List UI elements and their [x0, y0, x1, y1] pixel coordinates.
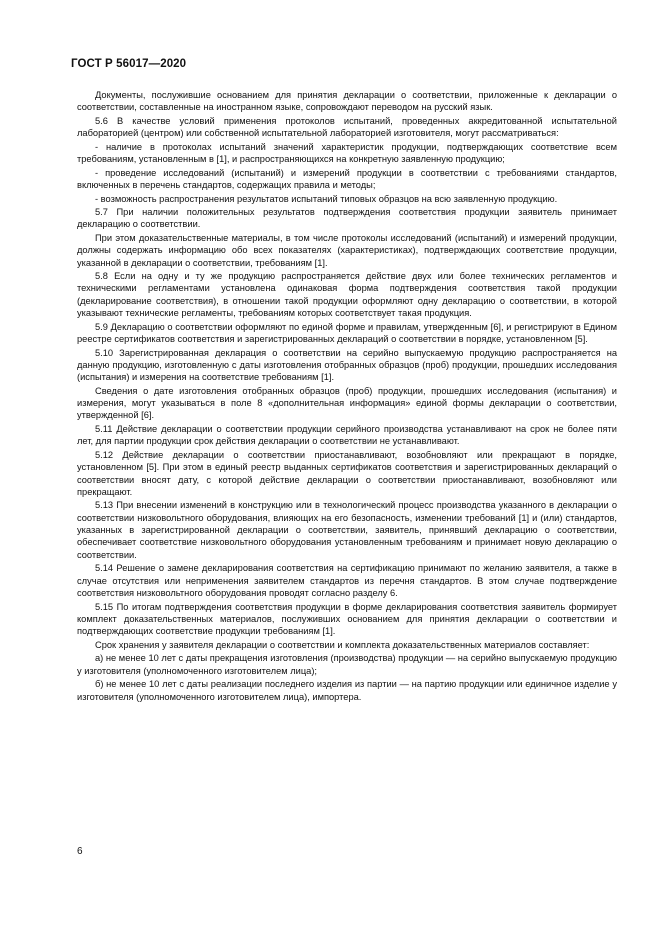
paragraph-translation-docs: Документы, послужившие основанием для принятия декларации о соответствии, приложенные к декларации о соответствии, составленные на иностранном языке, сопровождают переводом на русский язык. — [77, 90, 617, 113]
paragraph-5-14: 5.14 Решение о замене декларирования соответствия на сертификацию принимают по желанию заявителя, а также в случае отсутствия или неприменения заявителем стандартов из перечня стандартов. В этом случае подтверждение соответствия низковольтного оборудования проводят согласно разделу 6. — [77, 563, 617, 599]
paragraph-5-7: 5.7 При наличии положительных результатов подтверждения соответствия продукции заявитель принимает декларацию о соответствии. — [77, 207, 617, 230]
list-item: б) не менее 10 лет с даты реализации последнего изделия из партии — на партию продукции или единичное изделие у изготовителя (уполномоченного изготовителем лица), импортера. — [77, 679, 617, 702]
paragraph-5-11: 5.11 Действие декларации о соответствии продукции серийного производства устанавливают на срок не более пяти лет, для партии продукции срок действия декларации о соответствии не устанавливают. — [77, 424, 617, 447]
standard-designation: ГОСТ Р 56017—2020 — [71, 58, 187, 70]
paragraph-5-9: 5.9 Декларацию о соответствии оформляют по единой форме и правилам, утвержденным [6], и регистрируют в Едином реестре сертификатов соответствия и зарегистрированных деклараций о соответствии в порядке, установленном [5]. — [77, 321, 617, 345]
paragraph-storage-term: Срок хранения у заявителя декларации о соответствии и комплекта доказательственных материалов составляет: — [95, 639, 590, 650]
paragraph-5-12: 5.12 Действие декларации о соответствии приостанавливают, возобновляют или прекращают в порядке, установленном [5]. При этом в единый реестр выданных сертификатов соответствия и зарегистрированных деклараций о соответствии вносят дату, с которой действие декларации о соответствии приостанавливают, возобновляют или прекращают. — [77, 449, 617, 497]
list-item: а) не менее 10 лет с даты прекращения изготовления (производства) продукции — на серийно выпускаемую продукцию у изготовителя (уполномоченного изготовителем лица); — [77, 653, 617, 676]
list-item: - проведение исследований (испытаний) и измерений продукции в соответствии с требованиями стандартов, включенных в перечень стандартов, содержащих правила и методы; — [77, 167, 617, 190]
paragraph-5-15: 5.15 По итогам подтверждения соответствия продукции в форме декларирования соответствия заявитель формирует комплект доказательственных материалов, послуживших основанием для принятия декларации о соответствии и подтверждающих соответствие продукции требованиям [1]. — [77, 601, 617, 637]
list-item: - наличие в протоколах испытаний значений характеристик продукции, подтверждающих соответствие всем требованиям, установленным в [1], и распространяющихся на конкретную заявленную продукцию; — [77, 141, 617, 165]
paragraph-5-10: 5.10 Зарегистрированная декларация о соответствии на серийно выпускаемую продукцию распространяется на данную продукцию, изготовленную с даты изготовления отобранных образцов (проб) продукции, прошедших исследования (испытания) и измерения на соответствие требованиям [1]. — [77, 347, 617, 383]
list-item: - возможность распространения результатов испытаний типовых образцов на всю заявленную продукцию. — [95, 193, 558, 204]
document-body — [77, 89, 617, 704]
paragraph-5-13: 5.13 При внесении изменений в конструкцию или в технологический процесс производства указанного в декларации о соответствии низковольтного оборудования, влияющих на его безопасность, изменении требований [1] и (или) стандартов, указанных в зарегистрированной декларации о соответствии, заявитель, принявший декларацию о соответствии, обеспечивает соответствие низковольтного оборудования установленным требованиям и принимает новую декларацию о соответствии. — [77, 500, 617, 560]
paragraph-5-8: 5.8 Если на одну и ту же продукцию распространяется действие двух или более технических регламентов и техническими регламентами установлена одинаковая форма подтверждения соответствия такой продукции (декларирование соответствия), в отношении такой продукции оформляют одну декларацию о соответствии, в которой указывают технические регламенты, требованиям которых соответствует такая продукция. — [77, 271, 617, 319]
page-number: 6 — [77, 846, 83, 857]
paragraph-5-10-dates: Сведения о дате изготовления отобранных образцов (проб) продукции, прошедших исследования (испытания) и измерения, могут указываться в поле 8 «дополнительная информация» единой формы декларации о соответствии, утвержденной [6]. — [77, 385, 617, 421]
paragraph-5-6: 5.6 В качестве условий применения протоколов испытаний, проведенных аккредитованной испытательной лабораторией (центром) или собственной испытательной лабораторией изготовителя, могут рассматриваться: — [77, 115, 617, 139]
paragraph-5-7-evidence: При этом доказательственные материалы, в том числе протоколы исследований (испытаний) и измерений продукции, должны содержать информацию обо всех показателях (характеристиках), подтверждающих соответствие продукции, указанной в декларации о соответствии, требованиям [1]. — [77, 232, 617, 268]
